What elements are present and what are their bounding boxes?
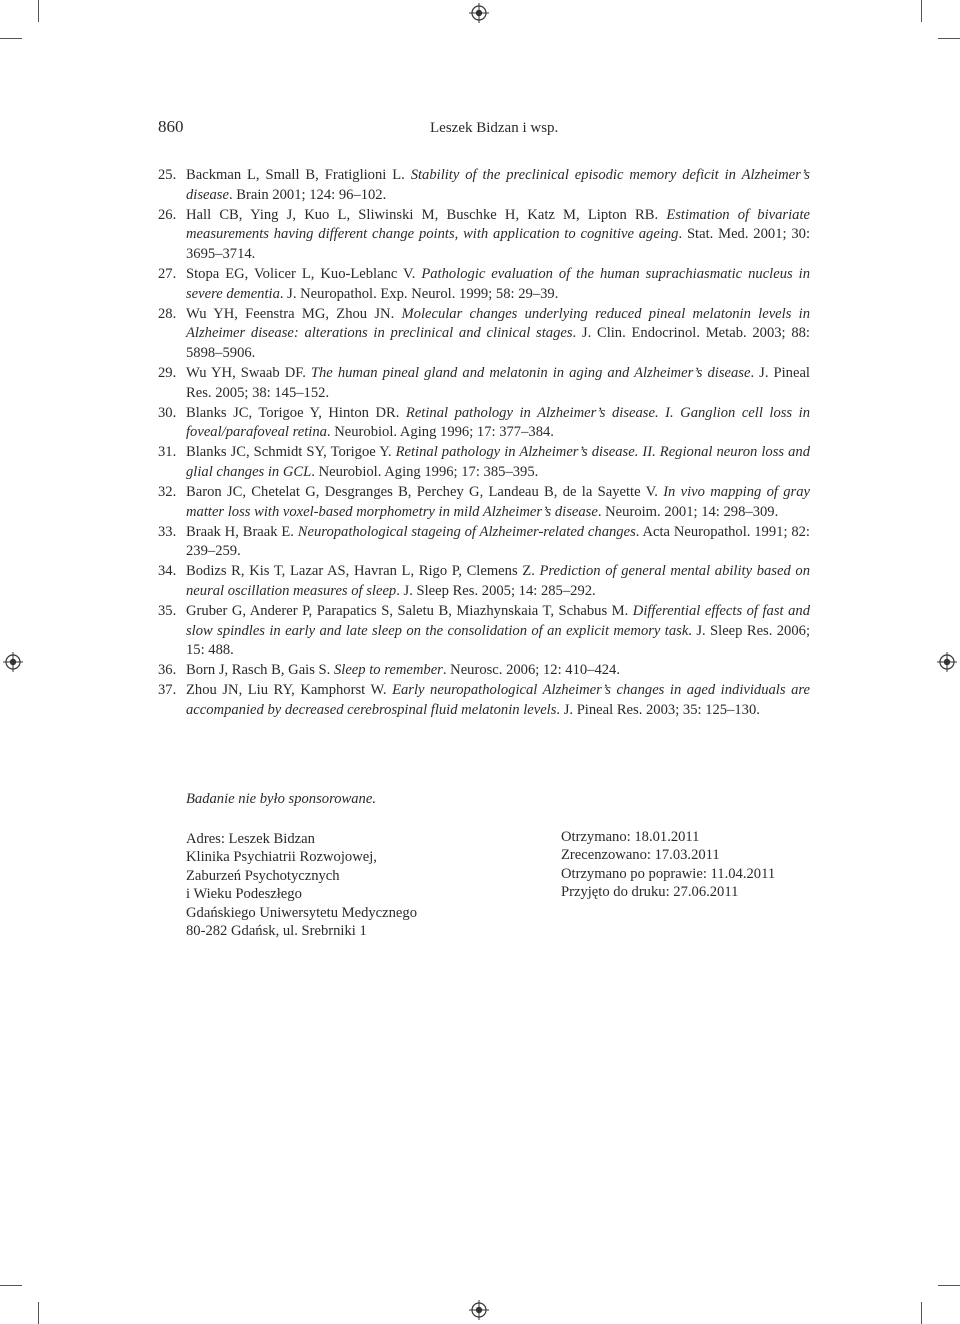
reference-number: 35. <box>158 603 177 620</box>
reference-authors: Blanks JC, Torigoe Y, Hinton DR. <box>186 404 406 421</box>
reference-source: . J. Sleep Res. 2006; 15: 488. <box>186 622 810 659</box>
reference-number: 36. <box>158 662 177 679</box>
reference-source: . Acta Neuropathol. 1991; 82: 239–259. <box>186 523 810 560</box>
registration-crosshair-icon <box>937 652 957 672</box>
reference-title: Molecular changes underlying reduced pineal melatonin levels in Alzheimer disease: alterations in preclinical and clinical stages <box>186 305 810 342</box>
date-reviewed: Zrecenzowano: 17.03.2011 <box>561 847 720 864</box>
address-line: i Wieku Podeszłego <box>186 886 302 903</box>
page-number: 860 <box>158 117 184 136</box>
reference-item <box>158 483 810 522</box>
reference-item <box>158 364 810 403</box>
reference-source: . Neuroim. 2001; 14: 298–309. <box>597 503 779 520</box>
reference-item <box>158 602 810 661</box>
crop-mark-bottom-left-h <box>0 1285 22 1286</box>
reference-number: 28. <box>158 305 177 322</box>
crop-mark-bottom-left <box>38 1302 39 1324</box>
reference-number: 30. <box>158 404 177 421</box>
reference-title: Sleep to remember <box>333 662 443 679</box>
reference-title: Prediction of general mental ability based on neural oscillation measures of sleep <box>186 563 810 599</box>
crop-mark-top-left-h <box>0 38 22 39</box>
date-accepted: Przyjęto do druku: 27.06.2011 <box>561 884 739 901</box>
address-line: Adres: Leszek Bidzan <box>186 831 315 847</box>
reference-title: Stability of the preclinical episodic memory deficit in Alzheimer’s disease <box>186 167 810 203</box>
crop-mark-top-right <box>921 0 922 22</box>
reference-source: . Neurobiol. Aging 1996; 17: 385–395. <box>311 463 539 480</box>
reference-title: Differential effects of fast and slow spindles in early and late sleep on the consolidation of an explicit memory task <box>186 603 810 639</box>
reference-item <box>158 443 810 482</box>
crop-mark-top-right-h <box>938 38 960 39</box>
reference-number: 29. <box>158 364 177 381</box>
crop-mark-top-left <box>38 0 39 22</box>
reference-title: Early neuropathological Alzheimer’s changes in aged individuals are accompanied by decreased cerebrospinal fluid melatonin levels <box>186 682 810 719</box>
reference-number: 26. <box>158 206 177 223</box>
address-line: Zaburzeń Psychotycznych <box>186 867 340 884</box>
reference-title: In vivo mapping of gray matter loss with voxel-based morphometry in mild Alzheimer’s disease <box>186 484 810 520</box>
registration-crosshair-icon <box>469 3 489 23</box>
registration-crosshair-icon <box>469 1300 489 1320</box>
crop-mark-bottom-right-h <box>938 1285 960 1286</box>
reference-source: . Neurosc. 2006; 12: 410–424. <box>442 662 620 679</box>
reference-title: The human pineal gland and melatonin in aging and Alzheimer’s disease <box>310 364 751 381</box>
reference-authors: Wu YH, Swaab DF. <box>186 364 311 381</box>
reference-authors: Gruber G, Anderer P, Parapatics S, Saletu B, Miazhynskaia T, Schabus M. <box>186 603 633 620</box>
reference-title: Estimation of bivariate measurements having different change points, with application to cognitive ageing <box>186 206 810 243</box>
reference-authors: Backman L, Small B, Fratiglioni L. <box>186 167 411 183</box>
reference-source: . J. Clin. Endocrinol. Metab. 2003; 88: 5898–5906. <box>186 325 810 361</box>
reference-title: Retinal pathology in Alzheimer’s disease. I. Ganglion cell loss in foveal/parafoveal retina <box>186 404 810 441</box>
reference-authors: Bodizs R, Kis T, Lazar AS, Havran L, Rigo P, Clemens Z. <box>186 563 540 580</box>
reference-source: . J. Pineal Res. 2003; 35: 125–130. <box>556 702 760 719</box>
reference-source: . J. Pineal Res. 2005; 38: 145–152. <box>186 364 810 401</box>
date-revised: Otrzymano po poprawie: 11.04.2011 <box>561 865 776 882</box>
reference-source: . Neurobiol. Aging 1996; 17: 377–384. <box>326 424 554 441</box>
reference-authors: Stopa EG, Volicer L, Kuo-Leblanc V. <box>186 265 422 282</box>
reference-list <box>158 166 810 721</box>
reference-authors: Born J, Rasch B, Gais S. <box>186 662 334 679</box>
crop-mark-bottom-right <box>921 1302 922 1324</box>
reference-item <box>158 305 810 364</box>
reference-number: 27. <box>158 265 177 282</box>
reference-item <box>158 661 810 681</box>
running-head: Leszek Bidzan i wsp. <box>430 120 559 136</box>
reference-authors: Baron JC, Chetelat G, Desgranges B, Perchey G, Landeau B, de la Sayette V. <box>186 484 664 500</box>
reference-source: . Stat. Med. 2001; 30: 3695–3714. <box>186 226 810 262</box>
funding-note: Badanie nie było sponsorowane. <box>186 791 376 807</box>
reference-authors: Zhou JN, Liu RY, Kamphorst W. <box>186 682 393 699</box>
reference-title: Neuropathological stageing of Alzheimer-related changes <box>297 523 636 540</box>
correspondence-address <box>186 830 417 940</box>
reference-item <box>158 562 810 601</box>
registration-crosshair-icon <box>3 652 23 672</box>
reference-item <box>158 206 810 265</box>
reference-authors: Wu YH, Feenstra MG, Zhou JN. <box>186 305 402 322</box>
reference-item <box>158 265 810 304</box>
reference-title: Retinal pathology in Alzheimer’s disease. II. Regional neuron loss and glial changes in GCL <box>186 444 810 480</box>
reference-authors: Hall CB, Ying J, Kuo L, Sliwinski M, Buschke H, Katz M, Lipton RB. <box>186 206 667 223</box>
reference-number: 34. <box>158 563 177 580</box>
reference-authors: Blanks JC, Schmidt SY, Torigoe Y. <box>186 444 396 461</box>
reference-source: . J. Sleep Res. 2005; 14: 285–292. <box>396 582 596 599</box>
reference-number: 31. <box>158 444 177 461</box>
reference-source: . Brain 2001; 124: 96–102. <box>228 186 387 203</box>
reference-item <box>158 404 810 443</box>
reference-number: 37. <box>158 682 177 699</box>
address-line: Klinika Psychiatrii Rozwojowej, <box>186 849 377 866</box>
date-received: Otrzymano: 18.01.2011 <box>561 829 700 845</box>
reference-number: 32. <box>158 484 177 500</box>
reference-title: Pathologic evaluation of the human suprachiasmatic nucleus in severe dementia <box>186 265 810 302</box>
reference-source: . J. Neuropathol. Exp. Neurol. 1999; 58: 29–39. <box>279 285 559 302</box>
reference-authors: Braak H, Braak E. <box>186 523 298 540</box>
reference-number: 33. <box>158 523 177 540</box>
reference-item <box>158 166 810 205</box>
address-line: Gdańskiego Uniwersytetu Medycznego <box>186 904 418 921</box>
reference-item <box>158 523 810 562</box>
editorial-dates <box>561 828 775 902</box>
reference-number: 25. <box>158 167 177 183</box>
address-line: 80-282 Gdańsk, ul. Srebrniki 1 <box>186 923 367 940</box>
reference-item <box>158 681 810 720</box>
